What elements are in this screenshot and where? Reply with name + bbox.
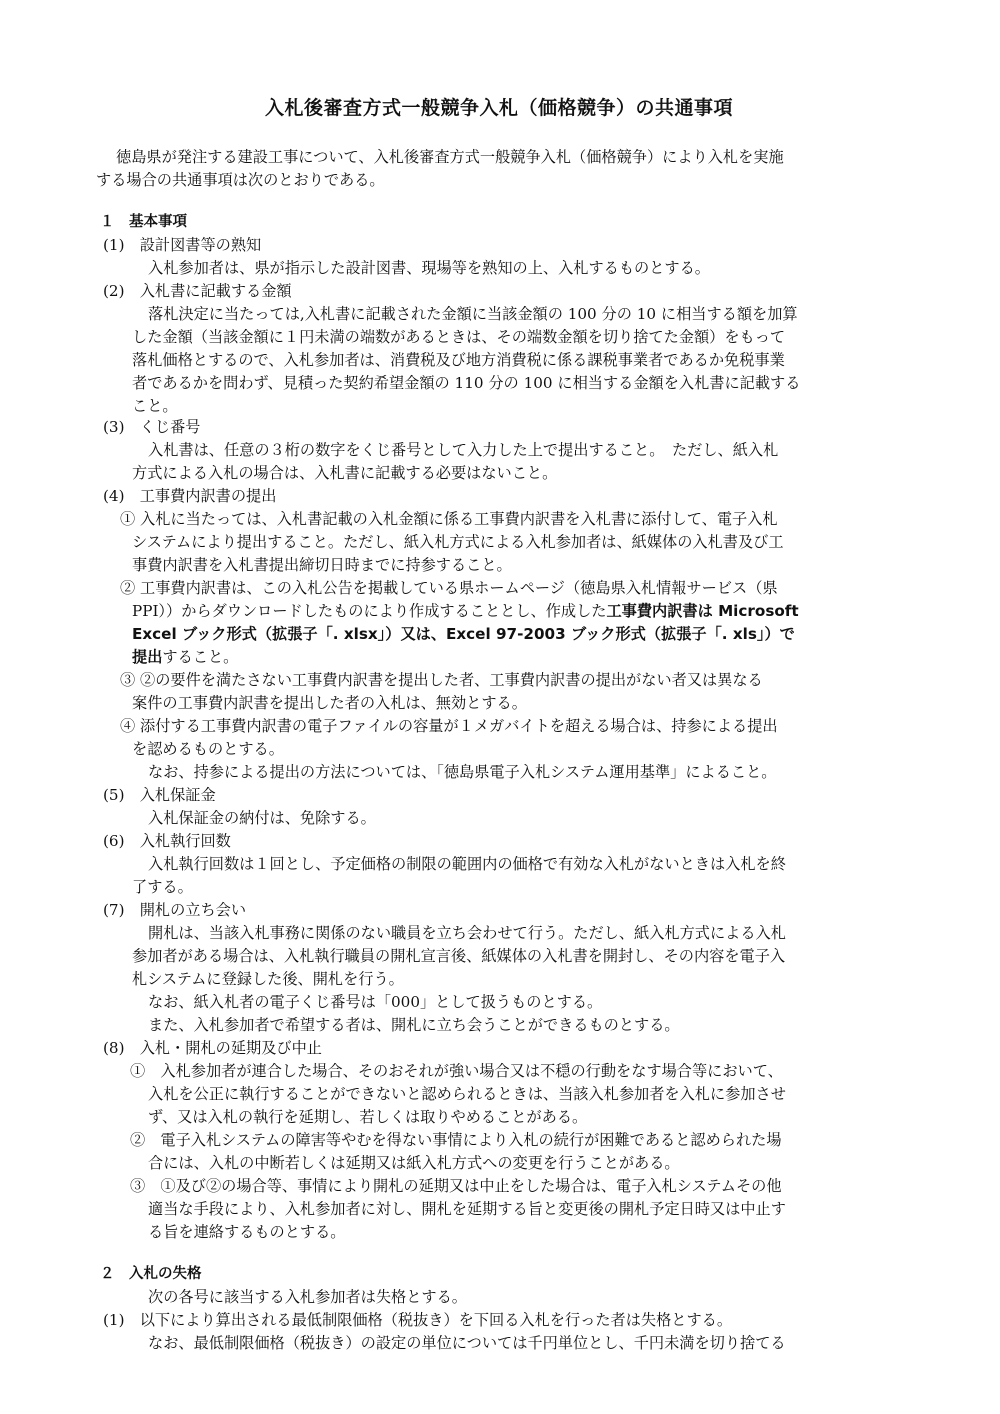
section-2-heading: ２ 入札の失格 [100, 1266, 202, 1282]
item-1-4-2-line-4 [132, 647, 238, 667]
item-1-6-label: (6) 入札執行回数 [103, 832, 231, 850]
item-2-1-label: (1) 以下により算出される最低制限価格（税抜き）を下回る入札を行った者は失格とする。 [103, 1311, 733, 1329]
item-1-4-1-line-1: ① 入札に当たっては、入札書記載の入札金額に係る工事費内訳書を入札書に添付して、電子入札 [120, 510, 778, 528]
item-1-8-3-line-2: 適当な手段により、入札参加者に対し、開札を延期する旨と変更後の開札予定日時又は中止す [148, 1200, 786, 1218]
item-1-4-4-line-1: ④ 添付する工事費内訳書の電子ファイルの容量が１メガバイトを超える場合は、持参による提出 [120, 717, 778, 735]
item-1-4-3-line-2: 案件の工事費内訳書を提出した者の入札は、無効とする。 [132, 694, 527, 712]
item-1-2-line-3: 落札価格とするので、入札参加者は、消費税及び地方消費税に係る課税事業者であるか免税事業 [132, 351, 785, 369]
item-1-4-2-line-2 [132, 601, 799, 621]
item-1-4-1-line-3: 事費内訳書を入札書提出締切日時までに持参すること。 [132, 556, 512, 574]
item-1-2-line-5: こと。 [132, 397, 178, 415]
item-1-6-line-1: 入札執行回数は１回とし、予定価格の制限の範囲内の価格で有効な入札がないときは入札を終 [148, 855, 786, 873]
item-1-4-2-line-4b: すること。 [162, 648, 239, 666]
item-1-4-2-line-4a: 提出 [132, 648, 163, 666]
item-1-4-2-line-2b: 工事費内訳書は Microsoft [606, 602, 799, 620]
item-1-2-line-1: 落札決定に当たっては,入札書に記載された金額に当該金額の 100 分の 10 に相当する額を加算 [148, 305, 798, 323]
item-1-7-line-2: 参加者がある場合は、入札執行職員の開札宣言後、紙媒体の入札書を開封し、その内容を電子入 [132, 947, 786, 965]
item-1-4-2-line-1: ② 工事費内訳書は、この入札公告を掲載している県ホームページ（徳島県入札情報サービス（県 [120, 579, 778, 597]
item-1-8-label: (8) 入札・開札の延期及び中止 [103, 1039, 322, 1057]
section-2-lead: 次の各号に該当する入札参加者は失格とする。 [148, 1288, 467, 1306]
section-1-heading: １ 基本事項 [100, 214, 187, 230]
item-1-5-text: 入札保証金の納付は、免除する。 [148, 809, 376, 827]
item-1-4-3-line-1: ③ ②の要件を満たさない工事費内訳書を提出した者、工事費内訳書の提出がない者又は異なる [120, 671, 763, 689]
item-1-8-3-line-1: ③ ①及び②の場合等、事情により開札の延期又は中止をした場合は、電子入札システムその他 [130, 1177, 782, 1195]
item-1-3-label: (3) くじ番号 [103, 418, 201, 436]
item-1-8-2-line-2: 合には、入札の中断若しくは延期又は紙入札方式への変更を行うことがある。 [148, 1154, 680, 1172]
item-2-1-line-1: なお、最低制限価格（税抜き）の設定の単位については千円単位とし、千円未満を切り捨てる [148, 1334, 786, 1352]
item-1-7-line-5: また、入札参加者で希望する者は、開札に立ち会うことができるものとする。 [148, 1016, 680, 1034]
item-1-2-line-4: 者であるかを問わず、見積った契約希望金額の 110 分の 100 に相当する金額を入札書に記載する [132, 374, 801, 392]
item-1-4-2-line-3: Excel ブック形式（拡張子「. xlsx」）又は、Excel 97-2003 ブック形式（拡張子「. xls」）で [132, 625, 795, 643]
item-1-8-1-line-1: ① 入札参加者が連合した場合、そのおそれが強い場合又は不穏の行動をなす場合等において、 [130, 1062, 783, 1080]
item-1-4-4-line-3: なお、持参による提出の方法については、「徳島県電子入札システム運用基準」によること。 [148, 763, 777, 781]
item-1-7-line-3: 札システムに登録した後、開札を行う。 [132, 970, 404, 988]
item-1-8-1-line-2: 入札を公正に執行することができないと認められるときは、当該入札参加者を入札に参加させ [148, 1085, 786, 1103]
intro-line-1: 徳島県が発注する建設工事について、入札後審査方式一般競争入札（価格競争）により入札を実施 [116, 148, 784, 166]
item-1-8-3-line-3: る旨を連絡するものとする。 [148, 1223, 346, 1241]
item-1-1-label: (1) 設計図書等の熟知 [103, 236, 262, 254]
item-1-4-4-line-2: を認めるものとする。 [132, 740, 284, 758]
item-1-6-line-2: 了する。 [132, 878, 193, 896]
item-1-3-line-2: 方式による入札の場合は、入札書に記載する必要はないこと。 [132, 464, 558, 482]
page-title: 入札後審査方式一般競争入札（価格競争）の共通事項 [264, 97, 733, 119]
item-1-4-label: (4) 工事費内訳書の提出 [103, 487, 277, 505]
item-1-8-2-line-1: ② 電子入札システムの障害等やむを得ない事情により入札の続行が困難であると認められた場 [130, 1131, 782, 1149]
item-1-4-2-line-2a: PPI））からダウンロードしたものにより作成することとし、作成した [132, 602, 607, 620]
item-1-7-line-1: 開札は、当該入札事務に関係のない職員を立ち会わせて行う。ただし、紙入札方式による入札 [148, 924, 786, 942]
item-1-2-line-2: した金額（当該金額に１円未満の端数があるときは、その端数金額を切り捨てた金額）をもって [132, 328, 786, 346]
item-1-7-label: (7) 開札の立ち会い [103, 901, 247, 919]
item-1-4-1-line-2: システムにより提出すること。ただし、紙入札方式による入札参加者は、紙媒体の入札書及び工 [132, 533, 784, 551]
item-1-5-label: (5) 入札保証金 [103, 786, 216, 804]
item-1-1-text: 入札参加者は、県が指示した設計図書、現場等を熟知の上、入札するものとする。 [148, 259, 710, 277]
item-1-3-line-1: 入札書は、任意の３桁の数字をくじ番号として入力した上で提出すること。 ただし、紙入札 [148, 441, 779, 459]
item-1-8-1-line-3: ず、又は入札の執行を延期し、若しくは取りやめることがある。 [148, 1108, 588, 1126]
intro-line-2: する場合の共通事項は次のとおりである。 [96, 171, 385, 189]
item-1-2-label: (2) 入札書に記載する金額 [103, 282, 292, 300]
item-1-7-line-4: なお、紙入札者の電子くじ番号は「000」として扱うものとする。 [148, 993, 603, 1011]
